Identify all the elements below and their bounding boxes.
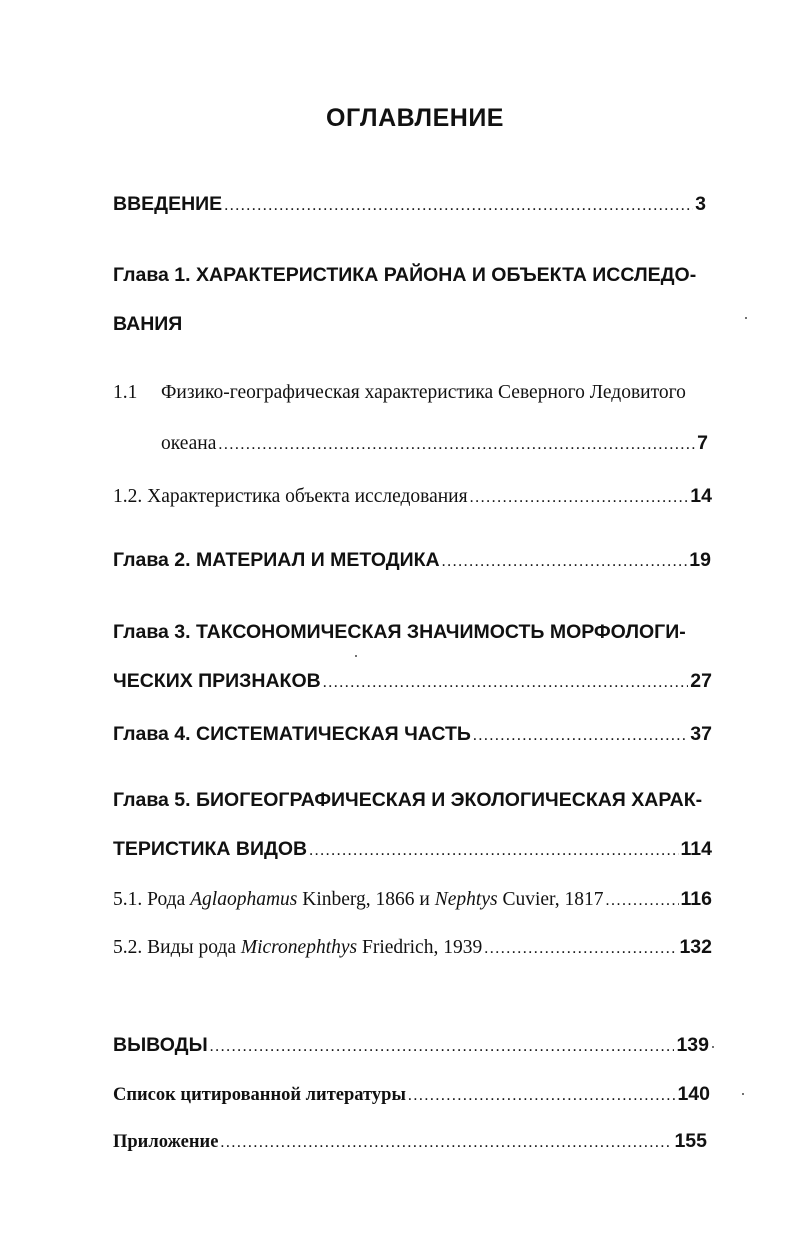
scan-speck bbox=[712, 1046, 714, 1048]
entry-label-continuation: ЧЕСКИХ ПРИЗНАКОВ bbox=[113, 670, 321, 692]
entry-label: 1.2. Характеристика объекта исследования bbox=[113, 486, 468, 507]
entry-label: ВЫВОДЫ bbox=[113, 1034, 208, 1056]
toc-entry-intro[interactable] bbox=[113, 193, 706, 223]
toc-entry-section-5-1[interactable] bbox=[113, 888, 712, 918]
page-number: 37 bbox=[690, 723, 712, 745]
leader-dots bbox=[408, 1087, 676, 1105]
leader-dots bbox=[323, 674, 689, 692]
toc-title: ОГЛАВЛЕНИЕ bbox=[326, 104, 504, 132]
toc-entry-section-1-1[interactable] bbox=[113, 382, 713, 412]
leader-dots bbox=[210, 1038, 675, 1056]
entry-label: ВВЕДЕНИЕ bbox=[113, 193, 223, 215]
entry-label: 5.2. Виды рода Micronephthys Friedrich, 1939 bbox=[113, 937, 483, 958]
entry-label-continuation: ВАНИЯ bbox=[113, 313, 183, 335]
entry-label: Глава 3. ТАКСОНОМИЧЕСКАЯ ЗНАЧИМОСТЬ МОРФОЛОГИ- bbox=[113, 621, 686, 643]
toc-entry-appendix[interactable] bbox=[113, 1130, 707, 1160]
page-number: 7 bbox=[697, 432, 708, 454]
leader-dots bbox=[220, 1134, 672, 1152]
toc-entry-section-1-1-cont[interactable] bbox=[161, 432, 708, 462]
entry-label: 5.1. Рода Aglaophamus Kinberg, 1866 и Nephtys Cuvier, 1817 bbox=[113, 889, 604, 910]
genus-name: Aglaophamus bbox=[190, 889, 298, 910]
page-number: 139 bbox=[676, 1034, 709, 1056]
toc-entry-chapter-1[interactable] bbox=[113, 264, 716, 294]
leader-dots bbox=[224, 197, 693, 215]
page-number: 14 bbox=[690, 485, 712, 507]
leader-dots bbox=[473, 727, 688, 745]
page-number: 27 bbox=[690, 670, 712, 692]
toc-entry-chapter-3[interactable] bbox=[113, 621, 721, 651]
entry-label: Приложение bbox=[113, 1132, 219, 1152]
entry-label: Глава 5. БИОГЕОГРАФИЧЕСКАЯ И ЭКОЛОГИЧЕСКАЯ ХАРАК- bbox=[113, 789, 703, 811]
toc-entry-section-5-2[interactable] bbox=[113, 936, 712, 966]
scan-speck bbox=[745, 317, 747, 319]
toc-entry-chapter-2[interactable] bbox=[113, 549, 711, 579]
toc-entry-section-1-2[interactable] bbox=[113, 485, 712, 515]
scan-speck bbox=[742, 1093, 744, 1095]
scan-speck bbox=[355, 655, 357, 657]
section-number: 1.1 bbox=[113, 382, 138, 403]
entry-label-continuation: океана bbox=[161, 433, 217, 454]
leader-dots bbox=[605, 892, 678, 910]
entry-label: Глава 4. СИСТЕМАТИЧЕСКАЯ ЧАСТЬ bbox=[113, 723, 471, 745]
toc-entry-chapter-3-cont[interactable] bbox=[113, 670, 712, 700]
toc-entry-chapter-1-cont bbox=[113, 313, 413, 343]
page-number: 140 bbox=[677, 1083, 710, 1105]
page-number: 132 bbox=[679, 936, 712, 958]
page-number: 155 bbox=[674, 1130, 707, 1152]
entry-label: Список цитированной литературы bbox=[113, 1085, 406, 1105]
leader-dots bbox=[218, 436, 695, 454]
leader-dots bbox=[309, 842, 678, 860]
entry-label-continuation: ТЕРИСТИКА ВИДОВ bbox=[113, 838, 308, 860]
toc-entry-chapter-4[interactable] bbox=[113, 723, 712, 753]
toc-entry-references[interactable] bbox=[113, 1083, 710, 1113]
entry-label: Глава 1. ХАРАКТЕРИСТИКА РАЙОНА И ОБЪЕКТА ИССЛЕДО- bbox=[113, 264, 697, 286]
toc-entry-chapter-5-cont[interactable] bbox=[113, 838, 712, 868]
genus-name: Nephtys bbox=[434, 889, 498, 910]
genus-name: Micronephthys bbox=[240, 937, 358, 958]
page-number: 19 bbox=[689, 549, 711, 571]
leader-dots bbox=[484, 940, 677, 958]
page-number: 114 bbox=[680, 838, 712, 860]
toc-entry-chapter-5[interactable] bbox=[113, 789, 717, 819]
leader-dots bbox=[470, 489, 689, 507]
entry-label: Физико-географическая характеристика Северного Ледовитого bbox=[161, 382, 686, 403]
toc-entry-conclusions[interactable] bbox=[113, 1034, 709, 1064]
page-number: 116 bbox=[680, 888, 712, 910]
page-number: 3 bbox=[695, 193, 706, 215]
entry-label: Глава 2. МАТЕРИАЛ И МЕТОДИКА bbox=[113, 549, 440, 571]
leader-dots bbox=[442, 553, 688, 571]
